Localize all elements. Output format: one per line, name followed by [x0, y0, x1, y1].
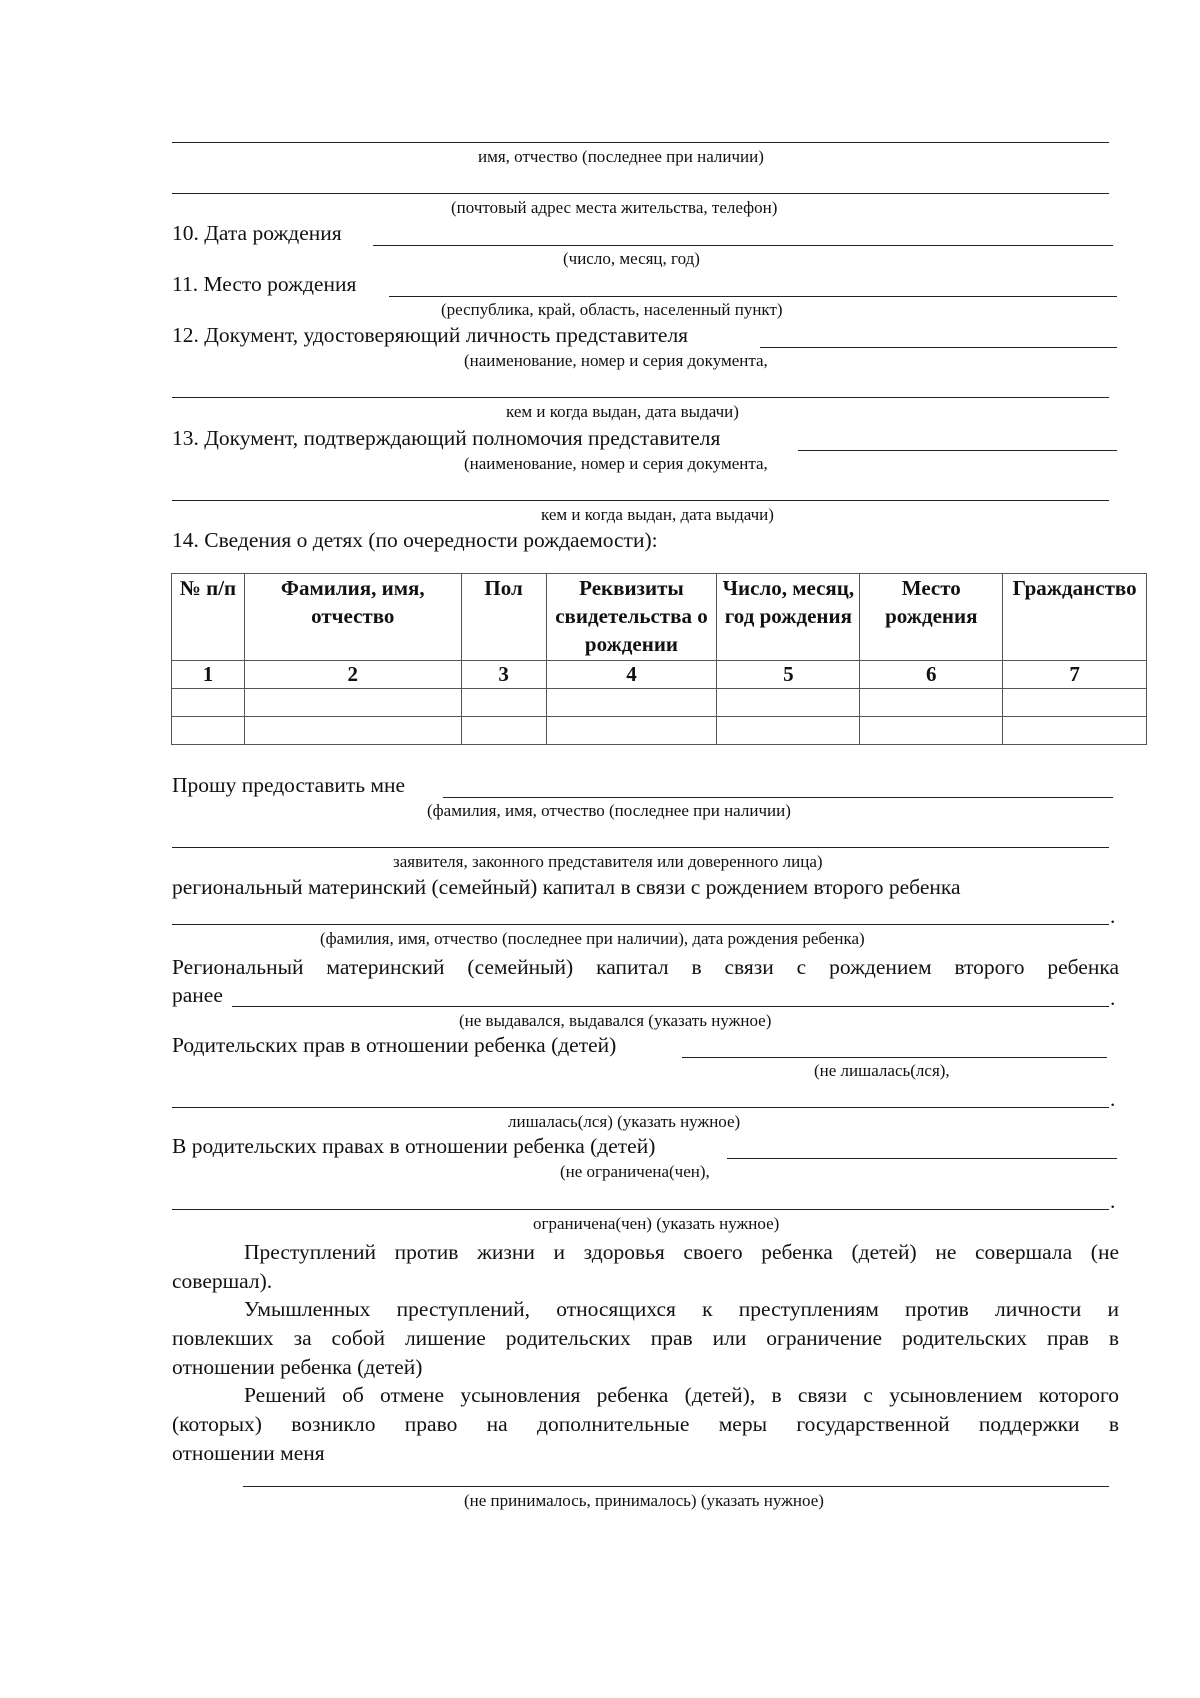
rights-deprived-label: Родительских прав в отношении ребенка (детей): [172, 1033, 617, 1057]
table-header-row: [172, 574, 1147, 661]
previous-caption: (не выдавался, выдавался (указать нужное): [459, 1011, 772, 1030]
table-cell[interactable]: [1003, 689, 1147, 717]
rights-limited-line[interactable]: [727, 1158, 1117, 1159]
previous-period: .: [1110, 986, 1116, 1010]
adoption-decision-line[interactable]: [243, 1486, 1109, 1487]
col-number: 6: [860, 661, 1003, 689]
rights-deprived-line-2[interactable]: [172, 1107, 1109, 1108]
statement-3-line-3: отношении меня: [172, 1441, 325, 1465]
col-header-birth-place: Место рождения: [860, 574, 1003, 661]
rep-auth-doc-line[interactable]: [798, 450, 1117, 451]
rep-id-doc-caption-2: кем и когда выдан, дата выдачи): [506, 402, 739, 421]
col-header-number: № п/п: [172, 574, 245, 661]
previous-line[interactable]: [232, 1006, 1109, 1007]
request-line-2[interactable]: [172, 847, 1109, 848]
table-cell[interactable]: [244, 717, 461, 745]
statement-1-line-2: совершал).: [172, 1269, 273, 1293]
table-cell[interactable]: [244, 689, 461, 717]
table-cell[interactable]: [461, 717, 546, 745]
table-cell[interactable]: [717, 689, 860, 717]
address-caption: (почтовый адрес места жительства, телефон): [451, 198, 778, 217]
rights-deprived-line[interactable]: [682, 1057, 1107, 1058]
rights-deprived-caption-2: лишалась(лся) (указать нужное): [508, 1112, 741, 1131]
rep-id-doc-label: 12. Документ, удостоверяющий личность представителя: [172, 323, 689, 347]
name-line[interactable]: [172, 142, 1109, 143]
col-number: 4: [546, 661, 717, 689]
rep-auth-doc-line-2[interactable]: [172, 500, 1109, 501]
request-caption-1: (фамилия, имя, отчество (последнее при наличии): [427, 801, 791, 820]
table-cell[interactable]: [546, 689, 717, 717]
rights-limited-line-2[interactable]: [172, 1209, 1109, 1210]
rep-id-doc-line[interactable]: [760, 347, 1117, 348]
table-cell[interactable]: [1003, 717, 1147, 745]
table-row: [172, 689, 1147, 717]
statement-adoption-cancel: [172, 1381, 1119, 1468]
rights-limited-label: В родительских правах в отношении ребенка (детей): [172, 1134, 656, 1158]
statement-crimes-against-child: [172, 1238, 1119, 1296]
rep-auth-doc-caption-1: (наименование, номер и серия документа,: [464, 454, 768, 473]
table-number-row: [172, 661, 1147, 689]
request-caption-2: заявителя, законного представителя или доверенного лица): [393, 852, 823, 871]
statement-2-line-3: отношении ребенка (детей): [172, 1355, 423, 1379]
col-number: 7: [1003, 661, 1147, 689]
col-number: 1: [172, 661, 245, 689]
previous-paragraph: [172, 953, 1119, 982]
request-line[interactable]: [443, 797, 1113, 798]
rights-deprived-period: .: [1110, 1087, 1116, 1111]
children-label: 14. Сведения о детях (по очередности рождаемости):: [172, 528, 658, 552]
table-row: [172, 717, 1147, 745]
table-cell[interactable]: [461, 689, 546, 717]
birth-place-label: 11. Место рождения: [172, 272, 357, 296]
rep-auth-doc-label: 13. Документ, подтверждающий полномочия представителя: [172, 426, 721, 450]
birth-date-line[interactable]: [373, 245, 1113, 246]
table-cell[interactable]: [717, 717, 860, 745]
adoption-decision-caption: (не принималось, принималось) (указать нужное): [464, 1491, 824, 1510]
table-cell[interactable]: [172, 717, 245, 745]
col-header-full-name: Фамилия, имя, отчество: [244, 574, 461, 661]
rep-auth-doc-caption-2: кем и когда выдан, дата выдачи): [541, 505, 774, 524]
birth-place-caption: (республика, край, область, населенный пункт): [441, 300, 783, 319]
statement-1-line-1: Преступлений против жизни и здоровья своего ребенка (детей) не совершала (не: [244, 1240, 1119, 1264]
col-number: 5: [717, 661, 860, 689]
child-caption: (фамилия, имя, отчество (последнее при наличии), дата рождения ребенка): [320, 929, 865, 948]
birth-place-line[interactable]: [389, 296, 1117, 297]
table-cell[interactable]: [860, 717, 1003, 745]
previous-line-1: Региональный материнский (семейный) капитал в связи с рождением второго ребенка: [172, 955, 1119, 979]
col-header-certificate: Реквизиты свидетельства о рождении: [546, 574, 717, 661]
rights-limited-caption-1: (не ограничена(чен),: [560, 1162, 710, 1181]
col-number: 2: [244, 661, 461, 689]
rights-deprived-caption-1: (не лишалась(лся),: [814, 1061, 950, 1080]
previous-line-2: ранее: [172, 983, 223, 1007]
address-line[interactable]: [172, 193, 1109, 194]
statement-3-line-1: Решений об отмене усыновления ребенка (детей), в связи с усыновлением которого: [244, 1383, 1119, 1407]
rights-limited-period: .: [1110, 1189, 1116, 1213]
col-number: 3: [461, 661, 546, 689]
child-line[interactable]: [172, 924, 1109, 925]
rights-limited-caption-2: ограничена(чен) (указать нужное): [533, 1214, 780, 1233]
birth-date-caption: (число, месяц, год): [563, 249, 700, 268]
name-caption: имя, отчество (последнее при наличии): [478, 147, 764, 166]
rep-id-doc-caption-1: (наименование, номер и серия документа,: [464, 351, 768, 370]
children-table: [171, 573, 1147, 745]
col-header-citizenship: Гражданство: [1003, 574, 1147, 661]
statement-intentional-crimes: [172, 1295, 1119, 1382]
statement-2-line-1: Умышленных преступлений, относящихся к преступлениям против личности и: [244, 1297, 1119, 1321]
capital-text: региональный материнский (семейный) капитал в связи с рождением второго ребенка: [172, 875, 961, 899]
statement-3-line-2: (которых) возникло право на дополнительные меры государственной поддержки в: [172, 1412, 1119, 1436]
birth-date-label: 10. Дата рождения: [172, 221, 342, 245]
table-cell[interactable]: [860, 689, 1003, 717]
rep-id-doc-line-2[interactable]: [172, 397, 1109, 398]
table-cell[interactable]: [546, 717, 717, 745]
child-line-period: .: [1110, 904, 1116, 928]
col-header-birth-date: Число, месяц, год рождения: [717, 574, 860, 661]
col-header-sex: Пол: [461, 574, 546, 661]
table-cell[interactable]: [172, 689, 245, 717]
statement-2-line-2: повлекших за собой лишение родительских прав или ограничение родительских прав в: [172, 1326, 1119, 1350]
request-label: Прошу предоставить мне: [172, 773, 406, 797]
